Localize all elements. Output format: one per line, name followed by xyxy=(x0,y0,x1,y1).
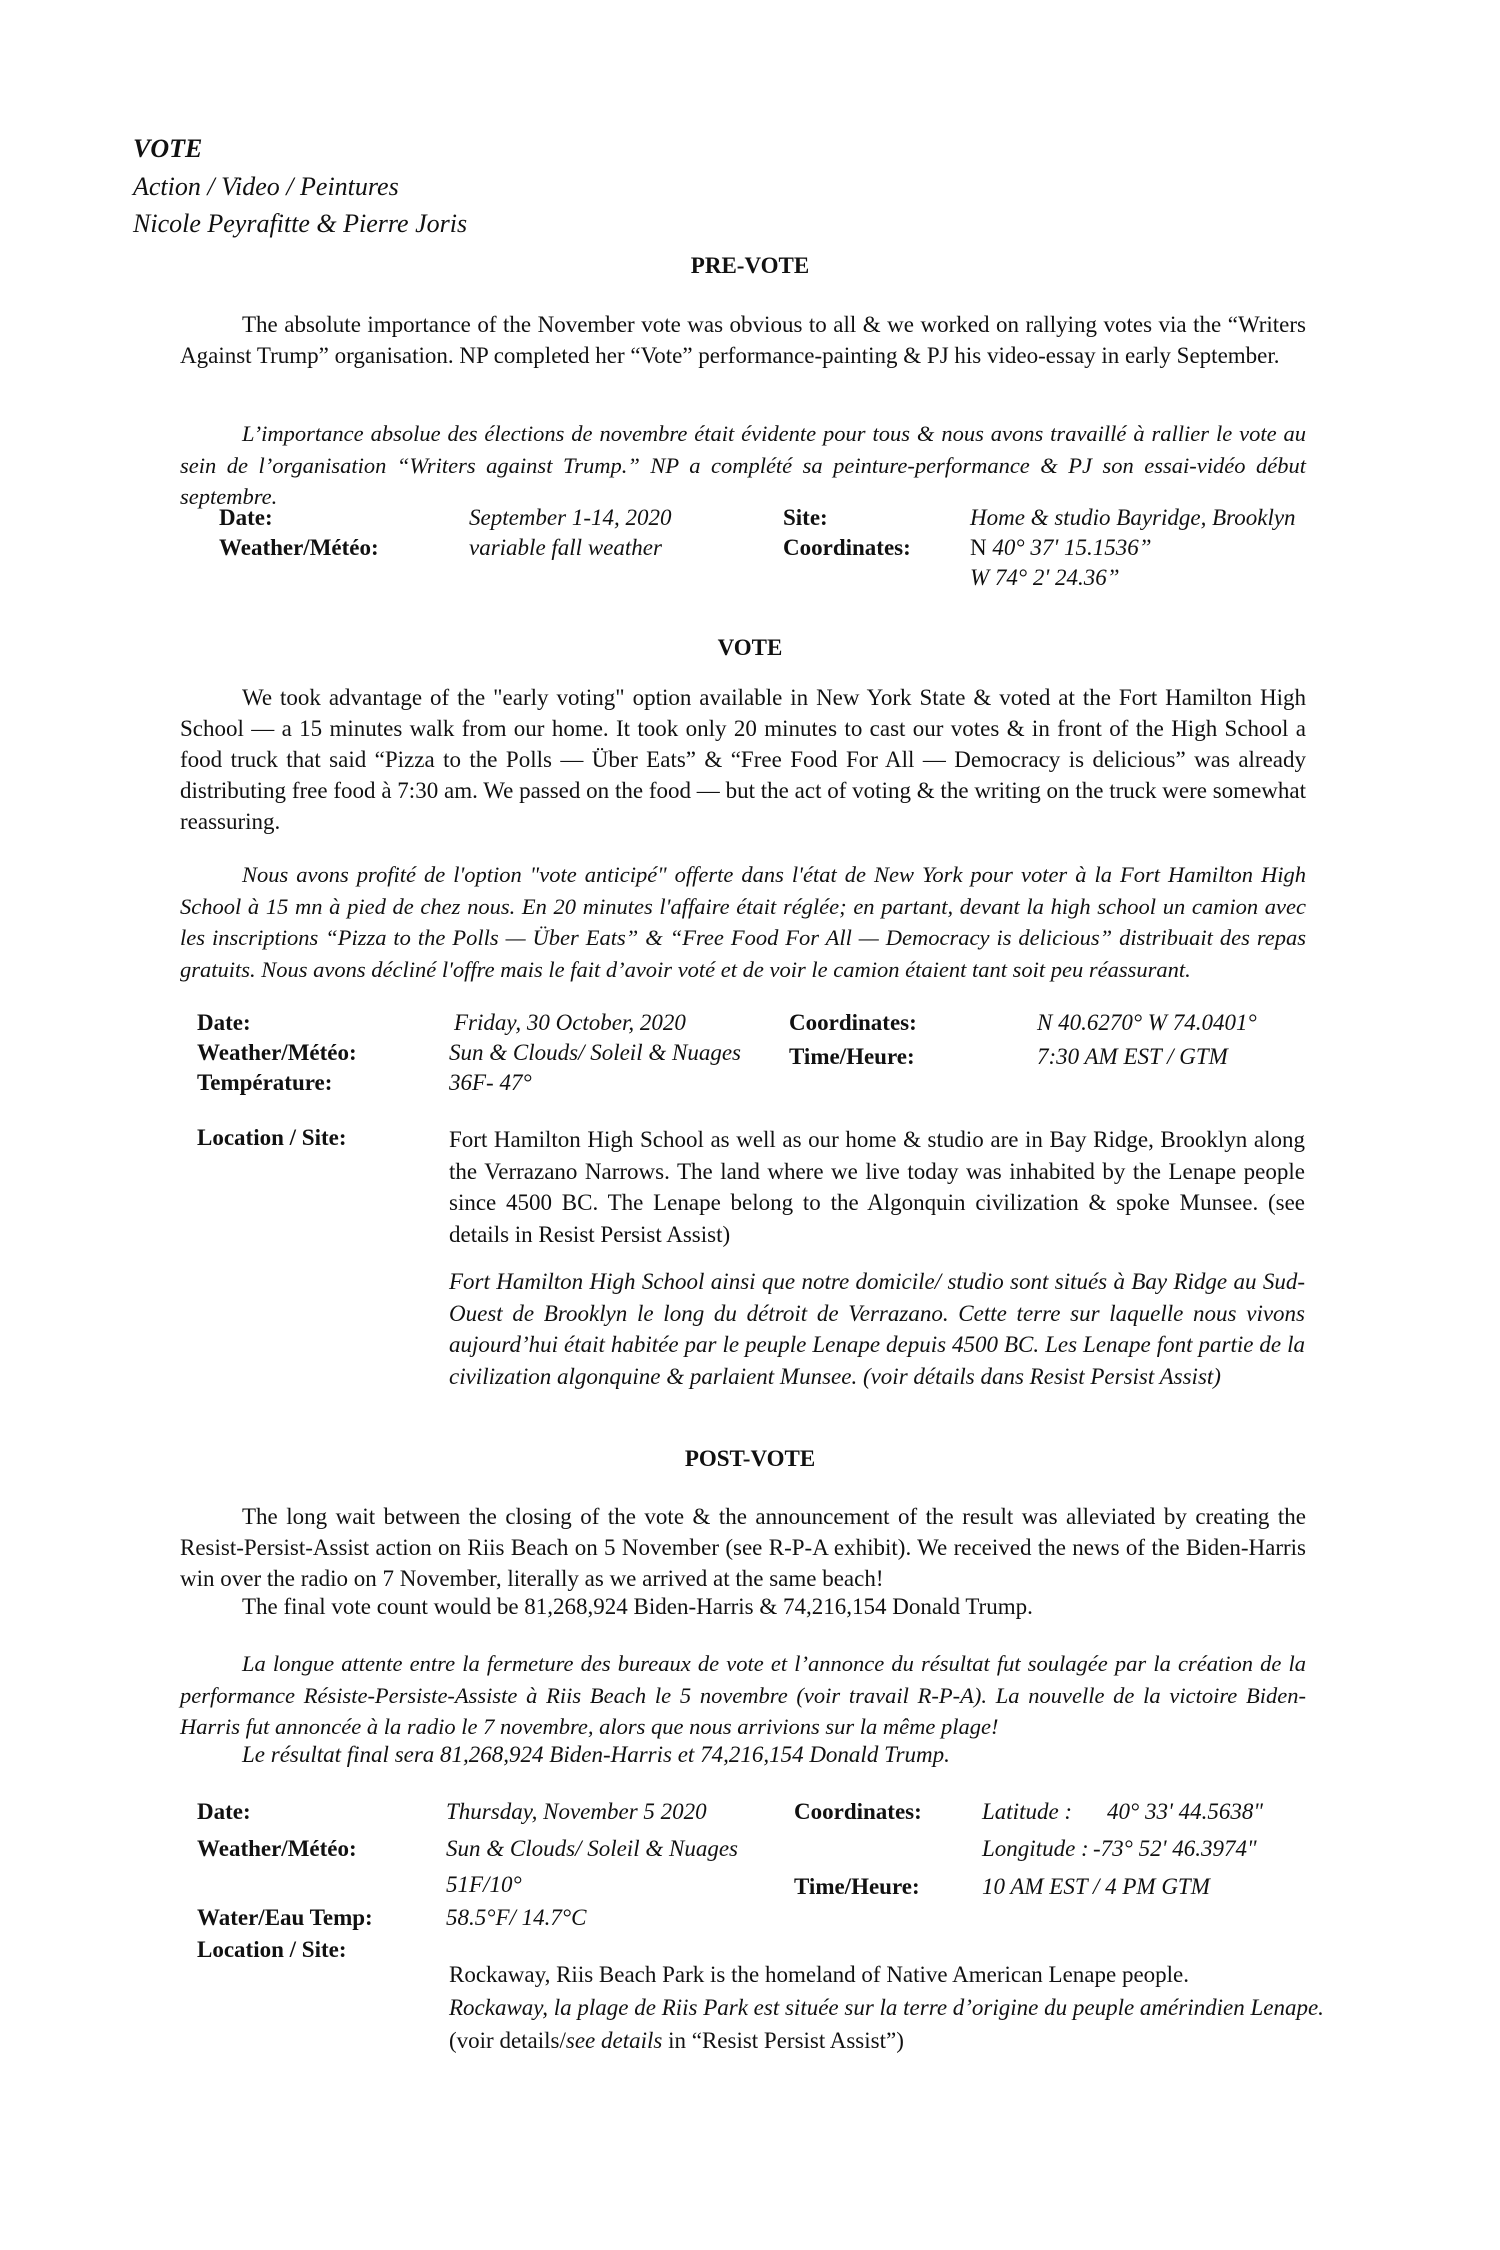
coordinates-value-north: N 40° 37' 15.1536” xyxy=(970,535,1152,560)
longitude-label: Longitude : xyxy=(982,1836,1089,1861)
pre-vote-paragraph-fr: L’importance absolue des élections de novembre était évidente pour tous & nous avons travaillé à rallier le vote au sein de l’organisation “Writers against Trump.” NP a complété sa peinture-performance & PJ son essai-vidéo début septembre. xyxy=(180,421,1306,509)
temperature-value: 51F/10° xyxy=(446,1872,522,1897)
weather-value: variable fall weather xyxy=(469,535,662,560)
latitude-value: 40° 33' 44.5638" xyxy=(1107,1799,1264,1824)
section-heading-post-vote: POST-VOTE xyxy=(684,1446,816,1471)
time-value: 7:30 AM EST / GTM xyxy=(1037,1044,1228,1069)
temperature-label: Température: xyxy=(197,1070,333,1095)
weather-value: Sun & Clouds/ Soleil & Nuages xyxy=(446,1836,738,1861)
see-details-italic: see details xyxy=(565,2028,663,2053)
post-vote-final-count-en: The final vote count would be 81,268,924 Biden-Harris & 74,216,154 Donald Trump. xyxy=(242,1594,1033,1619)
coordinates-label: Coordinates: xyxy=(789,1010,917,1035)
time-value: 10 AM EST / 4 PM GTM xyxy=(982,1874,1210,1899)
date-value: Friday, 30 October, 2020 xyxy=(454,1010,686,1035)
doc-authors: Nicole Peyrafitte & Pierre Joris xyxy=(133,209,468,238)
latitude-label: Latitude : xyxy=(982,1799,1073,1824)
date-value: Thursday, November 5 2020 xyxy=(446,1799,707,1824)
coordinates-label: Coordinates: xyxy=(794,1799,922,1824)
see-details-note xyxy=(449,2024,904,2057)
doc-subtitle: Action / Video / Peintures xyxy=(133,172,399,201)
coordinates-north-text: N xyxy=(970,535,987,560)
site-label: Site: xyxy=(783,505,828,530)
vote-paragraph-fr: Nous avons profité de l'option "vote anticipé" offerte dans l'état de New York pour voter à la Fort Hamilton High School à 15 mn à pied de chez nous. En 20 minutes l'affaire était réglée; en partant, devant la high school un camion avec les inscriptions “Pizza to the Polls — Über Eats” & “Free Food For All — Democracy is delicious” distribuait des repas gratuits. Nous avons décliné l'offre mais le fait d’avoir voté et de voir le camion étaient tant soit peu réassurant. xyxy=(180,862,1306,982)
coordinates-label: Coordinates: xyxy=(783,535,911,560)
weather-label: Weather/Météo: xyxy=(197,1040,357,1065)
weather-label: Weather/Météo: xyxy=(197,1836,357,1861)
post-vote-final-count-fr: Le résultat final sera 81,268,924 Biden-Harris et 74,216,154 Donald Trump. xyxy=(242,1742,950,1767)
location-label: Location / Site: xyxy=(197,1125,347,1150)
see-details-suffix: in “Resist Persist Assist”) xyxy=(662,2028,904,2053)
post-vote-paragraph-en: The long wait between the closing of the vote & the announcement of the result was alleviated by creating the Resist-Persist-Assist action on Riis Beach on 5 November (see R-P-A exhibit). We received the news of the Biden-Harris win over the radio on 7 November, literally as we arrived at the same beach! xyxy=(180,1504,1306,1591)
weather-label: Weather/Météo: xyxy=(219,535,379,560)
location-text-en: Fort Hamilton High School as well as our home & studio are in Bay Ridge, Brooklyn along the Verrazano Narrows. The land where we live today was inhabited by the Lenape people since 4500 BC. The Lenape belong to the Algonquin civilization & spoke Munsee. (see details in Resist Persist Assist) xyxy=(449,1127,1305,1247)
location-label: Location / Site: xyxy=(197,1937,347,1962)
date-label: Date: xyxy=(197,1799,251,1824)
site-value: Home & studio Bayridge, Brooklyn xyxy=(970,505,1296,530)
section-heading-pre-vote: PRE-VOTE xyxy=(690,253,810,278)
water-temp-label: Water/Eau Temp: xyxy=(197,1905,373,1930)
see-details-prefix: (voir details/ xyxy=(449,2028,566,2053)
date-label: Date: xyxy=(219,505,273,530)
location-text-en: Rockaway, Riis Beach Park is the homeland of Native American Lenape people. xyxy=(449,1962,1190,1987)
time-label: Time/Heure: xyxy=(794,1874,920,1899)
coordinates-value-west: W 74° 2' 24.36” xyxy=(970,565,1120,590)
temperature-value: 36F- 47° xyxy=(449,1070,532,1095)
post-vote-paragraph-fr: La longue attente entre la fermeture des bureaux de vote et l’annonce du résultat fut soulagée par la création de la performance Résiste-Persiste-Assiste à Riis Beach le 5 novembre (voir travail R-P-A). La nouvelle de la victoire Biden-Harris fut annoncée à la radio le 7 novembre, alors que nous arrivions sur la même plage! xyxy=(180,1651,1306,1739)
section-heading-vote: VOTE xyxy=(717,635,783,660)
time-label: Time/Heure: xyxy=(789,1044,915,1069)
location-text-fr: Fort Hamilton High School ainsi que notre domicile/ studio sont situés à Bay Ridge au Sud-Ouest de Brooklyn le long du détroit de Verrazano. Cette terre sur laquelle nous vivons aujourd’hui était habitée par le peuple Lenape depuis 4500 BC. Les Lenape font partie de la civilization algonquine & parlaient Munsee. (voir détails dans Resist Persist Assist) xyxy=(449,1269,1305,1389)
vote-paragraph-en: We took advantage of the "early voting" option available in New York State & voted at the Fort Hamilton High School — a 15 minutes walk from our home. It took only 20 minutes to cast our votes & in front of the High School a food truck that said “Pizza to the Polls — Über Eats” & “Free Food For All — Democracy is delicious” was already distributing free food à 7:30 am. We passed on the food — but the act of voting & the writing on the truck were somewhat reassuring. xyxy=(180,685,1306,834)
weather-value: Sun & Clouds/ Soleil & Nuages xyxy=(449,1040,741,1065)
date-label: Date: xyxy=(197,1010,251,1035)
pre-vote-paragraph-en: The absolute importance of the November vote was obvious to all & we worked on rallying votes via the “Writers Against Trump” organisation. NP completed her “Vote” performance-painting & PJ his video-essay in early September. xyxy=(180,312,1306,368)
water-temp-value: 58.5°F/ 14.7°C xyxy=(446,1905,587,1930)
date-value: September 1-14, 2020 xyxy=(469,505,672,530)
longitude-value: -73° 52' 46.3974" xyxy=(1093,1836,1257,1861)
doc-title: VOTE xyxy=(133,134,203,163)
coordinates-value: N 40.6270° W 74.0401° xyxy=(1037,1010,1257,1035)
location-text-fr: Rockaway, la plage de Riis Park est située sur la terre d’origine du peuple amérindien Lenape. xyxy=(449,1995,1324,2020)
